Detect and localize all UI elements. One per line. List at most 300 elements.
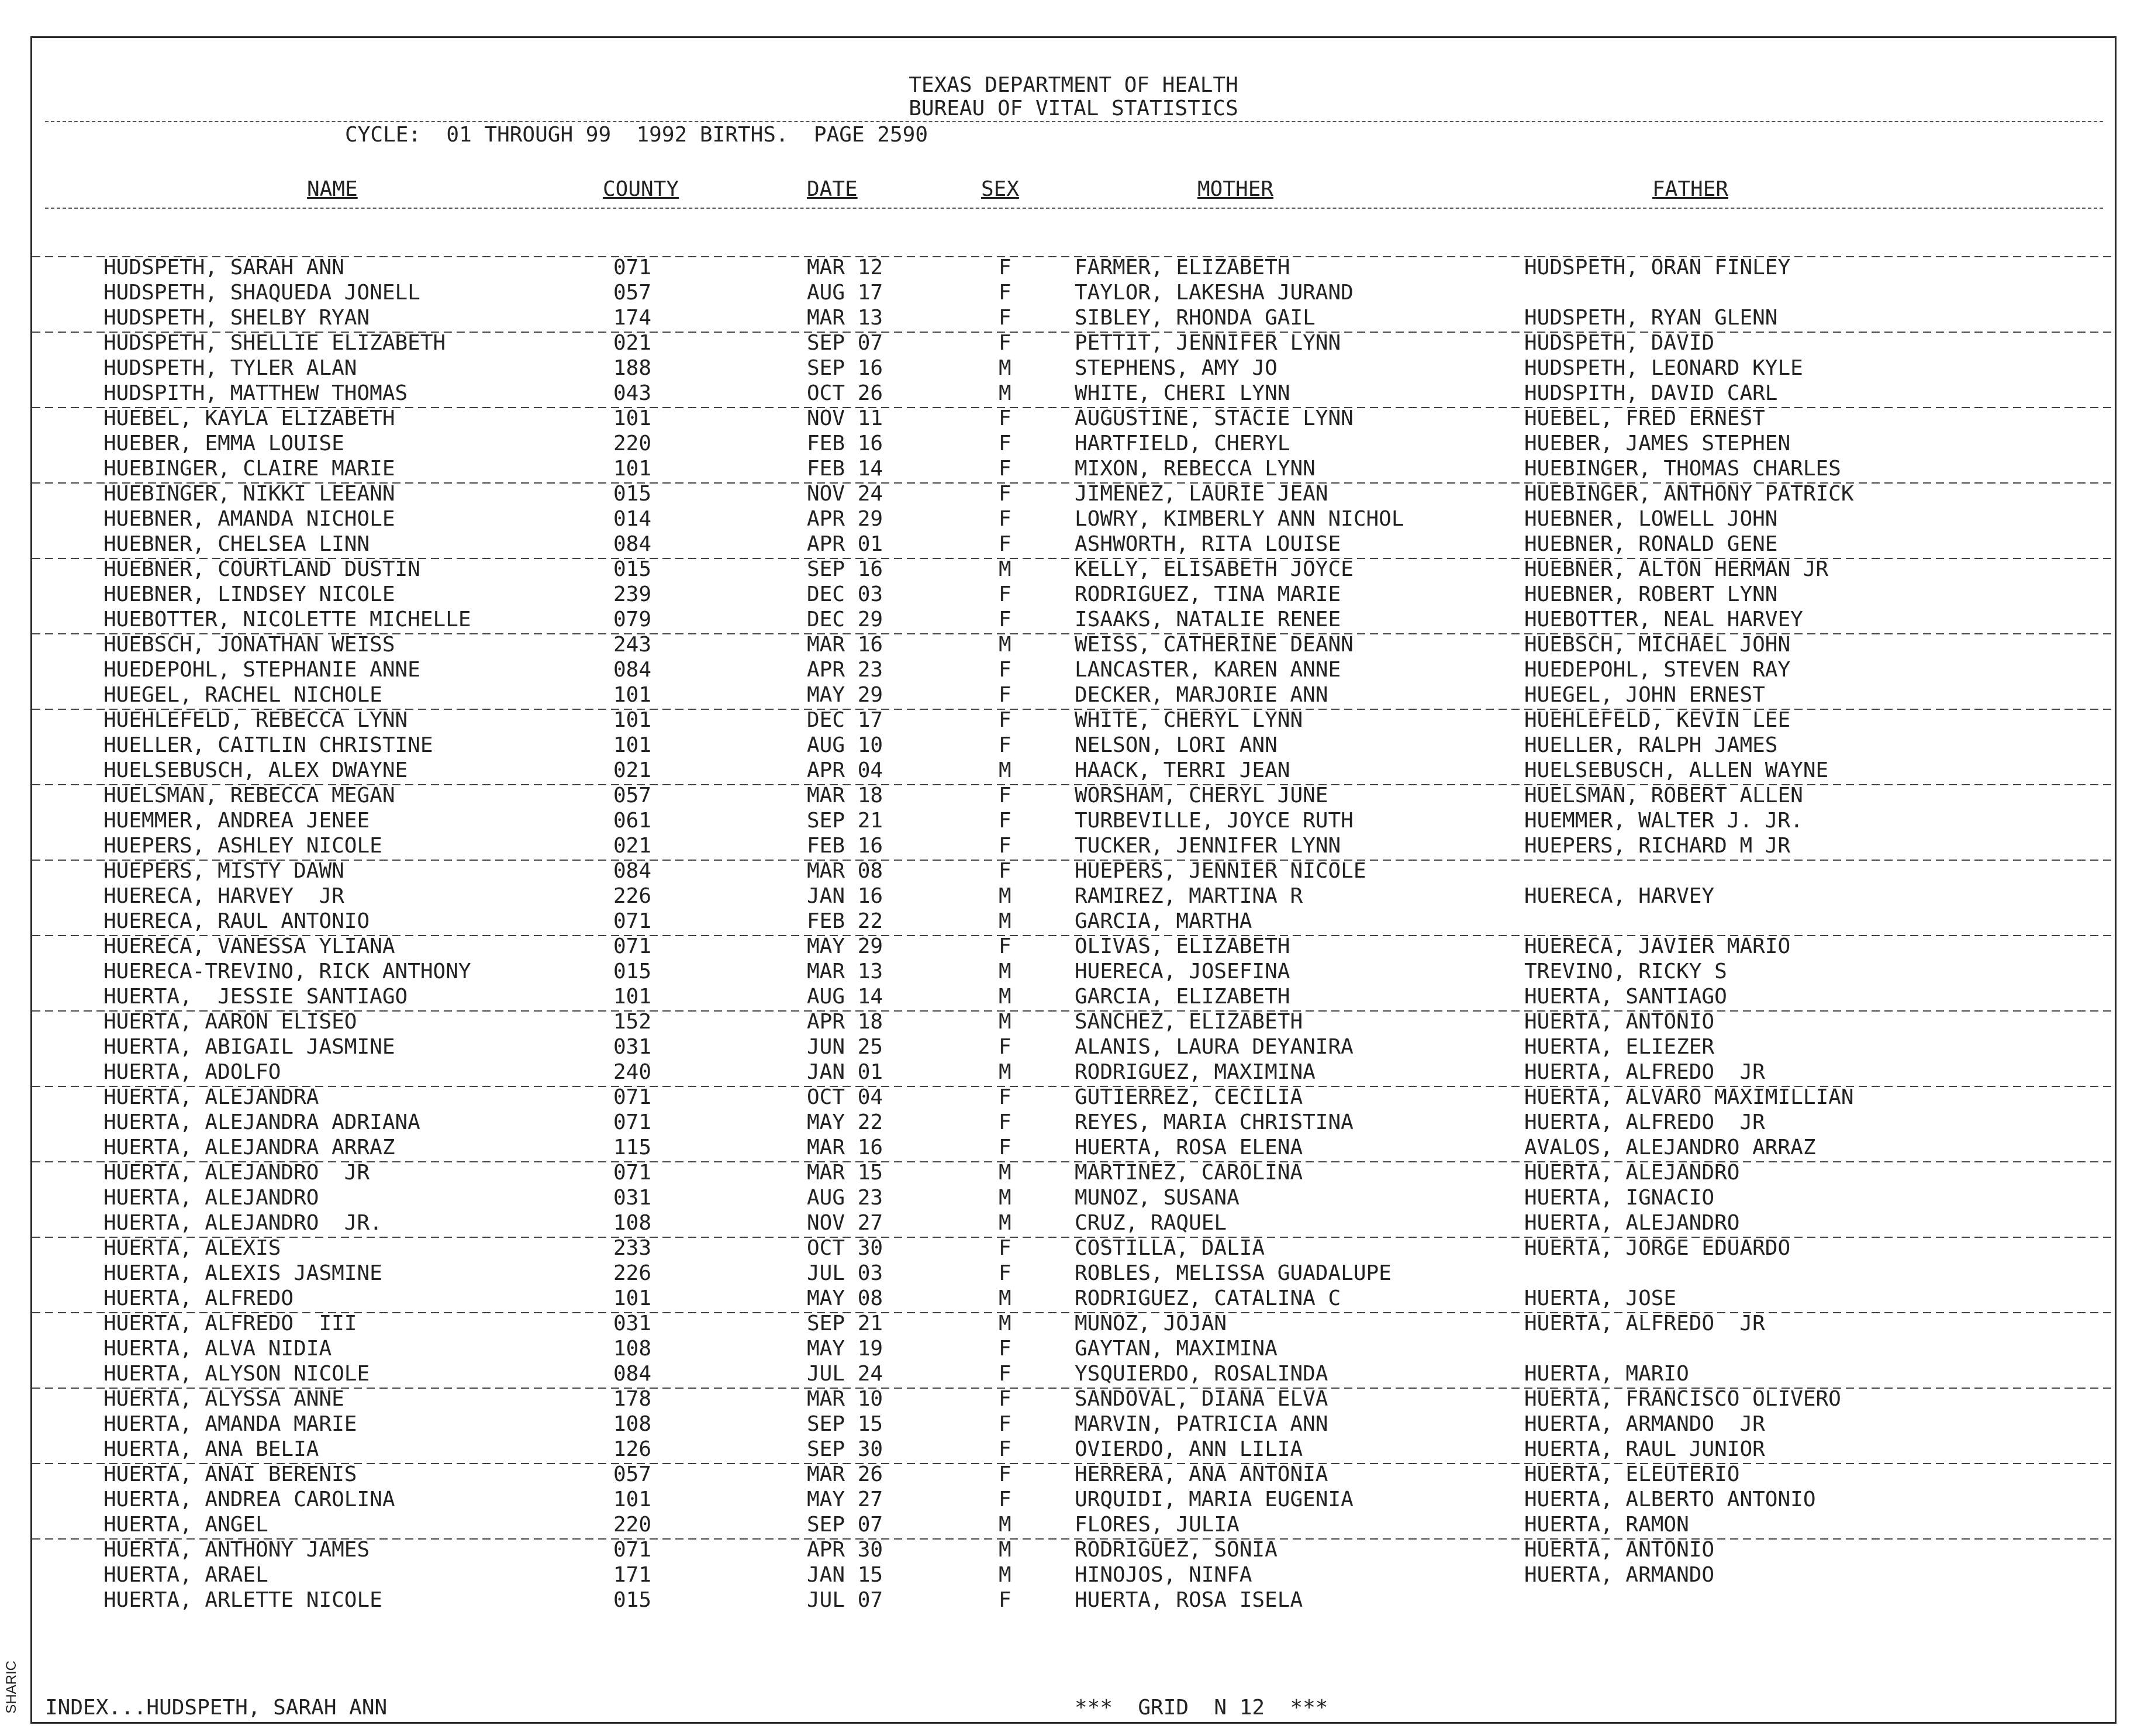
record-name: HUERTA, ALFREDO III [103, 1312, 357, 1335]
record-father: HUDSPETH, RYAN GLENN [1524, 306, 1778, 330]
record-father: HUERTA, RAMON [1524, 1513, 1689, 1537]
record-name: HUDSPITH, MATTHEW THOMAS [103, 381, 408, 405]
record-row [32, 783, 2115, 808]
record-name: HUERTA, ALEJANDRO JR [103, 1161, 370, 1185]
record-father: HUDSPETH, LEONARD KYLE [1524, 356, 1803, 380]
record-row [32, 1437, 2115, 1462]
record-name: HUEBNER, CHELSEA LINN [103, 532, 370, 556]
record-sex: M [999, 1286, 1011, 1310]
record-date: APR 18 [807, 1010, 883, 1034]
record-date: MAR 26 [807, 1462, 883, 1486]
record-sex: F [999, 331, 1011, 355]
record-sex: M [999, 1010, 1011, 1034]
record-name: HUERTA, ALEJANDRA ADRIANA [103, 1110, 420, 1134]
record-name: HUDSPETH, TYLER ALAN [103, 356, 357, 380]
side-label [4, 1661, 27, 1719]
column-header-divider [45, 208, 2103, 209]
record-father: HUDSPETH, DAVID [1524, 331, 1715, 355]
record-father: HUEBNER, RONALD GENE [1524, 532, 1778, 556]
record-father: HUDSPETH, ORAN FINLEY [1524, 256, 1791, 279]
record-row [32, 682, 2115, 707]
record-county: 220 [613, 432, 652, 455]
record-name: HUEBNER, AMANDA NICHOLE [103, 507, 395, 531]
record-name: HUERTA, ANGEL [103, 1513, 268, 1537]
record-name: HUERTA, AARON ELISEO [103, 1010, 357, 1034]
record-county: 243 [613, 633, 652, 657]
cycle-line: CYCLE: 01 THROUGH 99 1992 BIRTHS. PAGE 2590 [345, 123, 928, 147]
record-name: HUEPERS, ASHLEY NICOLE [103, 834, 382, 858]
record-row [32, 1210, 2115, 1235]
record-sex: F [999, 1136, 1011, 1159]
record-county: 101 [613, 683, 652, 707]
record-row [32, 1487, 2115, 1512]
record-date: JAN 01 [807, 1060, 883, 1084]
record-date: APR 04 [807, 758, 883, 782]
record-father: HUERECA, JAVIER MARIO [1524, 934, 1791, 958]
record-father: HUEGEL, JOHN ERNEST [1524, 683, 1765, 707]
record-mother: LANCASTER, KAREN ANNE [1075, 658, 1341, 682]
record-sex: M [999, 1211, 1011, 1235]
record-county: 015 [613, 557, 652, 581]
record-name: HUEBNER, COURTLAND DUSTIN [103, 557, 420, 581]
record-row [32, 406, 2115, 431]
record-sex: M [999, 1161, 1011, 1185]
record-date: SEP 07 [807, 1513, 883, 1537]
record-date: SEP 21 [807, 1312, 883, 1335]
record-sex: F [999, 1110, 1011, 1134]
record-date: MAY 22 [807, 1110, 883, 1134]
record-name: HUERTA, ANTHONY JAMES [103, 1538, 370, 1562]
record-county: 239 [613, 582, 652, 606]
record-county: 240 [613, 1060, 652, 1084]
record-date: FEB 22 [807, 909, 883, 933]
record-father: HUEBEL, FRED ERNEST [1524, 406, 1765, 430]
record-name: HUEGEL, RACHEL NICHOLE [103, 683, 382, 707]
record-name: HUEBOTTER, NICOLETTE MICHELLE [103, 608, 471, 631]
record-father: HUERTA, ARMANDO JR [1524, 1412, 1765, 1436]
record-father: HUEBOTTER, NEAL HARVEY [1524, 608, 1803, 631]
record-row [32, 858, 2115, 883]
record-sex: F [999, 1437, 1011, 1461]
record-name: HUEDEPOHL, STEPHANIE ANNE [103, 658, 420, 682]
record-row [32, 1336, 2115, 1361]
record-row [32, 532, 2115, 557]
record-row [32, 808, 2115, 833]
record-mother: PETTIT, JENNIFER LYNN [1075, 331, 1341, 355]
record-father: HUERTA, JOSE [1524, 1286, 1677, 1310]
record-row [32, 833, 2115, 858]
record-county: 108 [613, 1337, 652, 1361]
record-county: 188 [613, 356, 652, 380]
record-row [32, 909, 2115, 934]
record-mother: MUNOZ, JOJAN [1075, 1312, 1227, 1335]
record-mother: WHITE, CHERI LYNN [1075, 381, 1290, 405]
record-row [32, 883, 2115, 909]
record-name: HUERTA, ANA BELIA [103, 1437, 319, 1461]
bureau-title: BUREAU OF VITAL STATISTICS [909, 96, 1238, 120]
record-name: HUERTA, ALFREDO [103, 1286, 294, 1310]
record-sex: F [999, 934, 1011, 958]
record-date: APR 23 [807, 658, 883, 682]
record-county: 101 [613, 1286, 652, 1310]
record-mother: HUERTA, ROSA ELENA [1075, 1136, 1303, 1159]
record-row [32, 707, 2115, 733]
record-name: HUERTA, ADOLFO [103, 1060, 281, 1084]
record-row [32, 582, 2115, 607]
record-mother: LOWRY, KIMBERLY ANN NICHOL [1075, 507, 1404, 531]
record-row [32, 632, 2115, 657]
side-label-text: SHARIC [4, 1661, 19, 1714]
record-name: HUEBEL, KAYLA ELIZABETH [103, 406, 395, 430]
record-date: AUG 10 [807, 733, 883, 757]
record-sex: F [999, 1085, 1011, 1109]
record-name: HUEBSCH, JONATHAN WEISS [103, 633, 395, 657]
record-date: JAN 15 [807, 1563, 883, 1587]
record-county: 057 [613, 281, 652, 305]
record-mother: STEPHENS, AMY JO [1075, 356, 1278, 380]
record-father: HUERTA, MARIO [1524, 1362, 1689, 1386]
record-date: NOV 27 [807, 1211, 883, 1235]
record-date: MAR 12 [807, 256, 883, 279]
column-header-father: FATHER [1652, 177, 1729, 201]
record-county: 021 [613, 758, 652, 782]
record-row [32, 984, 2115, 1009]
record-mother: TUCKER, JENNIFER LYNN [1075, 834, 1341, 858]
record-father: HUEBSCH, MICHAEL JOHN [1524, 633, 1791, 657]
record-name: HUERTA, ALEJANDRO [103, 1186, 319, 1210]
record-date: SEP 16 [807, 557, 883, 581]
record-sex: M [999, 1186, 1011, 1210]
record-sex: M [999, 557, 1011, 581]
record-date: MAR 18 [807, 784, 883, 807]
record-name: HUEBINGER, CLAIRE MARIE [103, 457, 395, 481]
record-sex: F [999, 834, 1011, 858]
record-date: JUL 07 [807, 1588, 883, 1612]
record-sex: F [999, 708, 1011, 732]
record-mother: HARTFIELD, CHERYL [1075, 432, 1290, 455]
record-name: HUERTA, ABIGAIL JASMINE [103, 1035, 395, 1059]
record-row [32, 557, 2115, 582]
record-row [32, 758, 2115, 783]
record-county: 101 [613, 406, 652, 430]
record-name: HUDSPETH, SHAQUEDA JONELL [103, 281, 420, 305]
record-sex: F [999, 809, 1011, 833]
record-mother: MUNOZ, SUSANA [1075, 1186, 1240, 1210]
department-title: TEXAS DEPARTMENT OF HEALTH [909, 73, 1238, 97]
record-sex: F [999, 1261, 1011, 1285]
record-county: 084 [613, 859, 652, 883]
record-sex: F [999, 608, 1011, 631]
record-name: HUERTA, ALEJANDRA [103, 1085, 319, 1109]
record-date: FEB 14 [807, 457, 883, 481]
record-county: 071 [613, 1110, 652, 1134]
record-row [32, 1361, 2115, 1386]
column-header-mother: MOTHER [1197, 177, 1274, 201]
record-sex: F [999, 1337, 1011, 1361]
record-row [32, 1059, 2115, 1085]
record-date: APR 30 [807, 1538, 883, 1562]
record-sex: F [999, 1362, 1011, 1386]
record-county: 057 [613, 1462, 652, 1486]
record-date: APR 29 [807, 507, 883, 531]
record-county: 071 [613, 1161, 652, 1185]
record-mother: FARMER, ELIZABETH [1075, 256, 1290, 279]
record-mother: HAACK, TERRI JEAN [1075, 758, 1290, 782]
record-county: 084 [613, 532, 652, 556]
column-header-county: COUNTY [603, 177, 679, 201]
record-county: 084 [613, 1362, 652, 1386]
record-sex: F [999, 859, 1011, 883]
record-date: JUL 24 [807, 1362, 883, 1386]
record-mother: MIXON, REBECCA LYNN [1075, 457, 1316, 481]
record-row [32, 431, 2115, 456]
record-sex: M [999, 985, 1011, 1009]
record-sex: M [999, 1513, 1011, 1537]
record-row [32, 959, 2115, 984]
record-row [32, 1110, 2115, 1135]
record-mother: HERRERA, ANA ANTONIA [1075, 1462, 1328, 1486]
record-father: HUEBNER, ALTON HERMAN JR [1524, 557, 1829, 581]
record-father: HUELSMAN, ROBERT ALLEN [1524, 784, 1803, 807]
record-mother: GARCIA, ELIZABETH [1075, 985, 1290, 1009]
record-mother: RODRIGUEZ, TINA MARIE [1075, 582, 1341, 606]
record-county: 101 [613, 733, 652, 757]
records-list [32, 255, 2115, 1613]
record-row [32, 1235, 2115, 1261]
record-date: OCT 04 [807, 1085, 883, 1109]
record-date: MAY 29 [807, 934, 883, 958]
record-mother: SANDOVAL, DIANA ELVA [1075, 1387, 1328, 1411]
record-mother: OLIVAS, ELIZABETH [1075, 934, 1290, 958]
record-father: HUDSPITH, DAVID CARL [1524, 381, 1778, 405]
record-sex: F [999, 306, 1011, 330]
record-father: AVALOS, ALEJANDRO ARRAZ [1524, 1136, 1816, 1159]
record-row [32, 1009, 2115, 1034]
record-sex: F [999, 1035, 1011, 1059]
record-father: HUERECA, HARVEY [1524, 884, 1715, 908]
record-county: 152 [613, 1010, 652, 1034]
record-row [32, 1562, 2115, 1587]
record-date: FEB 16 [807, 432, 883, 455]
record-name: HUERTA, ARLETTE NICOLE [103, 1588, 382, 1612]
record-date: NOV 11 [807, 406, 883, 430]
record-county: 171 [613, 1563, 652, 1587]
record-mother: WHITE, CHERYL LYNN [1075, 708, 1303, 732]
record-date: MAY 08 [807, 1286, 883, 1310]
record-sex: F [999, 281, 1011, 305]
record-sex: F [999, 1387, 1011, 1411]
record-father: HUEBNER, LOWELL JOHN [1524, 507, 1778, 531]
record-father: HUERTA, ALFREDO JR [1524, 1060, 1765, 1084]
record-mother: YSQUIERDO, ROSALINDA [1075, 1362, 1328, 1386]
record-county: 021 [613, 331, 652, 355]
record-name: HUERTA, ARAEL [103, 1563, 268, 1587]
record-county: 071 [613, 256, 652, 279]
record-father: HUERTA, ALFREDO JR [1524, 1312, 1765, 1335]
record-sex: F [999, 432, 1011, 455]
record-mother: GUTIERREZ, CECILIA [1075, 1085, 1303, 1109]
record-date: AUG 17 [807, 281, 883, 305]
record-sex: M [999, 758, 1011, 782]
record-row [32, 506, 2115, 532]
record-mother: NELSON, LORI ANN [1075, 733, 1278, 757]
record-county: 015 [613, 482, 652, 506]
record-date: AUG 23 [807, 1186, 883, 1210]
record-mother: DECKER, MARJORIE ANN [1075, 683, 1328, 707]
record-name: HUERECA, VANESSA YLIANA [103, 934, 395, 958]
record-father: HUEBNER, ROBERT LYNN [1524, 582, 1778, 606]
record-row [32, 1311, 2115, 1336]
record-date: DEC 29 [807, 608, 883, 631]
record-name: HUERTA, ALEXIS JASMINE [103, 1261, 382, 1285]
record-date: MAR 16 [807, 1136, 883, 1159]
record-name: HUDSPETH, SARAH ANN [103, 256, 344, 279]
record-date: DEC 17 [807, 708, 883, 732]
record-father: HUELSEBUSCH, ALLEN WAYNE [1524, 758, 1829, 782]
record-county: 108 [613, 1412, 652, 1436]
record-row [32, 1185, 2115, 1210]
record-father: HUERTA, ALEJANDRO [1524, 1161, 1740, 1185]
record-father: HUEMMER, WALTER J. JR. [1524, 809, 1803, 833]
record-mother: TURBEVILLE, JOYCE RUTH [1075, 809, 1354, 833]
record-father: HUERTA, ALVARO MAXIMILLIAN [1524, 1085, 1854, 1109]
record-date: SEP 16 [807, 356, 883, 380]
record-sex: M [999, 1312, 1011, 1335]
record-father: HUELLER, RALPH JAMES [1524, 733, 1778, 757]
record-county: 233 [613, 1236, 652, 1260]
record-county: 226 [613, 1261, 652, 1285]
record-mother: GARCIA, MARTHA [1075, 909, 1252, 933]
record-row [32, 1537, 2115, 1562]
record-name: HUERECA-TREVINO, RICK ANTHONY [103, 960, 471, 983]
record-row [32, 607, 2115, 632]
grid-footer: *** GRID N 12 *** [1075, 1696, 1328, 1720]
record-father: HUERTA, JORGE EDUARDO [1524, 1236, 1791, 1260]
record-father: HUERTA, ELIEZER [1524, 1035, 1715, 1059]
record-county: 101 [613, 457, 652, 481]
record-row [32, 330, 2115, 356]
record-mother: GAYTAN, MAXIMINA [1075, 1337, 1278, 1361]
record-sex: M [999, 381, 1011, 405]
column-header-sex: SEX [981, 177, 1020, 201]
record-father: HUERTA, ANTONIO [1524, 1010, 1715, 1034]
record-row [32, 733, 2115, 758]
record-date: MAY 29 [807, 683, 883, 707]
record-name: HUERTA, JESSIE SANTIAGO [103, 985, 408, 1009]
record-county: 015 [613, 960, 652, 983]
record-name: HUERTA, AMANDA MARIE [103, 1412, 357, 1436]
record-sex: M [999, 633, 1011, 657]
record-row [32, 1135, 2115, 1160]
record-name: HUELSEBUSCH, ALEX DWAYNE [103, 758, 408, 782]
record-row [32, 1261, 2115, 1286]
record-county: 101 [613, 985, 652, 1009]
record-county: 031 [613, 1035, 652, 1059]
record-row [32, 381, 2115, 406]
record-father: HUEBINGER, ANTHONY PATRICK [1524, 482, 1854, 506]
record-sex: F [999, 733, 1011, 757]
record-date: JUL 03 [807, 1261, 883, 1285]
record-mother: HUERTA, ROSA ISELA [1075, 1588, 1303, 1612]
record-county: 115 [613, 1136, 652, 1159]
record-row [32, 1512, 2115, 1537]
record-row [32, 255, 2115, 280]
header-divider [45, 121, 2103, 122]
record-county: 071 [613, 1085, 652, 1109]
record-sex: F [999, 1462, 1011, 1486]
record-sex: F [999, 1588, 1011, 1612]
record-county: 101 [613, 708, 652, 732]
record-mother: ISAAKS, NATALIE RENEE [1075, 608, 1341, 631]
record-mother: REYES, MARIA CHRISTINA [1075, 1110, 1354, 1134]
record-date: AUG 14 [807, 985, 883, 1009]
record-row [32, 1462, 2115, 1487]
record-county: 071 [613, 909, 652, 933]
record-sex: M [999, 884, 1011, 908]
record-county: 031 [613, 1186, 652, 1210]
record-date: MAY 27 [807, 1487, 883, 1511]
record-father: HUEBINGER, THOMAS CHARLES [1524, 457, 1841, 481]
record-name: HUEBINGER, NIKKI LEEANN [103, 482, 395, 506]
record-father: HUEPERS, RICHARD M JR [1524, 834, 1791, 858]
record-father: HUERTA, ALBERTO ANTONIO [1524, 1487, 1816, 1511]
record-mother: JIMENEZ, LAURIE JEAN [1075, 482, 1328, 506]
record-sex: F [999, 784, 1011, 807]
record-county: 226 [613, 884, 652, 908]
record-sex: M [999, 356, 1011, 380]
record-father: HUEHLEFELD, KEVIN LEE [1524, 708, 1791, 732]
record-county: 071 [613, 1538, 652, 1562]
record-mother: RODRIGUEZ, CATALINA C [1075, 1286, 1341, 1310]
record-county: 057 [613, 784, 652, 807]
record-mother: URQUIDI, MARIA EUGENIA [1075, 1487, 1354, 1511]
record-date: MAR 08 [807, 859, 883, 883]
record-county: 079 [613, 608, 652, 631]
record-row [32, 1587, 2115, 1613]
record-name: HUEPERS, MISTY DAWN [103, 859, 344, 883]
record-name: HUERTA, ANAI BERENIS [103, 1462, 357, 1486]
record-date: JUN 25 [807, 1035, 883, 1059]
record-county: 061 [613, 809, 652, 833]
record-mother: FLORES, JULIA [1075, 1513, 1240, 1537]
record-mother: COSTILLA, DALIA [1075, 1236, 1265, 1260]
record-mother: HUERECA, JOSEFINA [1075, 960, 1290, 983]
record-sex: F [999, 532, 1011, 556]
record-sex: F [999, 406, 1011, 430]
record-name: HUERECA, HARVEY JR [103, 884, 344, 908]
record-mother: HUEPERS, JENNIER NICOLE [1075, 859, 1366, 883]
record-mother: SIBLEY, RHONDA GAIL [1075, 306, 1316, 330]
record-date: MAR 13 [807, 306, 883, 330]
record-row [32, 456, 2115, 481]
record-mother: WEISS, CATHERINE DEANN [1075, 633, 1354, 657]
record-name: HUDSPETH, SHELLIE ELIZABETH [103, 331, 446, 355]
record-father: HUERTA, ARMANDO [1524, 1563, 1715, 1587]
record-father: HUERTA, SANTIAGO [1524, 985, 1727, 1009]
record-row [32, 1411, 2115, 1437]
record-mother: ROBLES, MELISSA GUADALUPE [1075, 1261, 1392, 1285]
record-sex: F [999, 1236, 1011, 1260]
record-sex: F [999, 457, 1011, 481]
record-date: SEP 30 [807, 1437, 883, 1461]
record-father: HUEBER, JAMES STEPHEN [1524, 432, 1791, 455]
record-father: HUERTA, FRANCISCO OLIVERO [1524, 1387, 1841, 1411]
record-name: HUDSPETH, SHELBY RYAN [103, 306, 370, 330]
record-mother: ASHWORTH, RITA LOUISE [1075, 532, 1341, 556]
record-father: HUEDEPOHL, STEVEN RAY [1524, 658, 1791, 682]
record-county: 084 [613, 658, 652, 682]
record-row [32, 1386, 2115, 1411]
